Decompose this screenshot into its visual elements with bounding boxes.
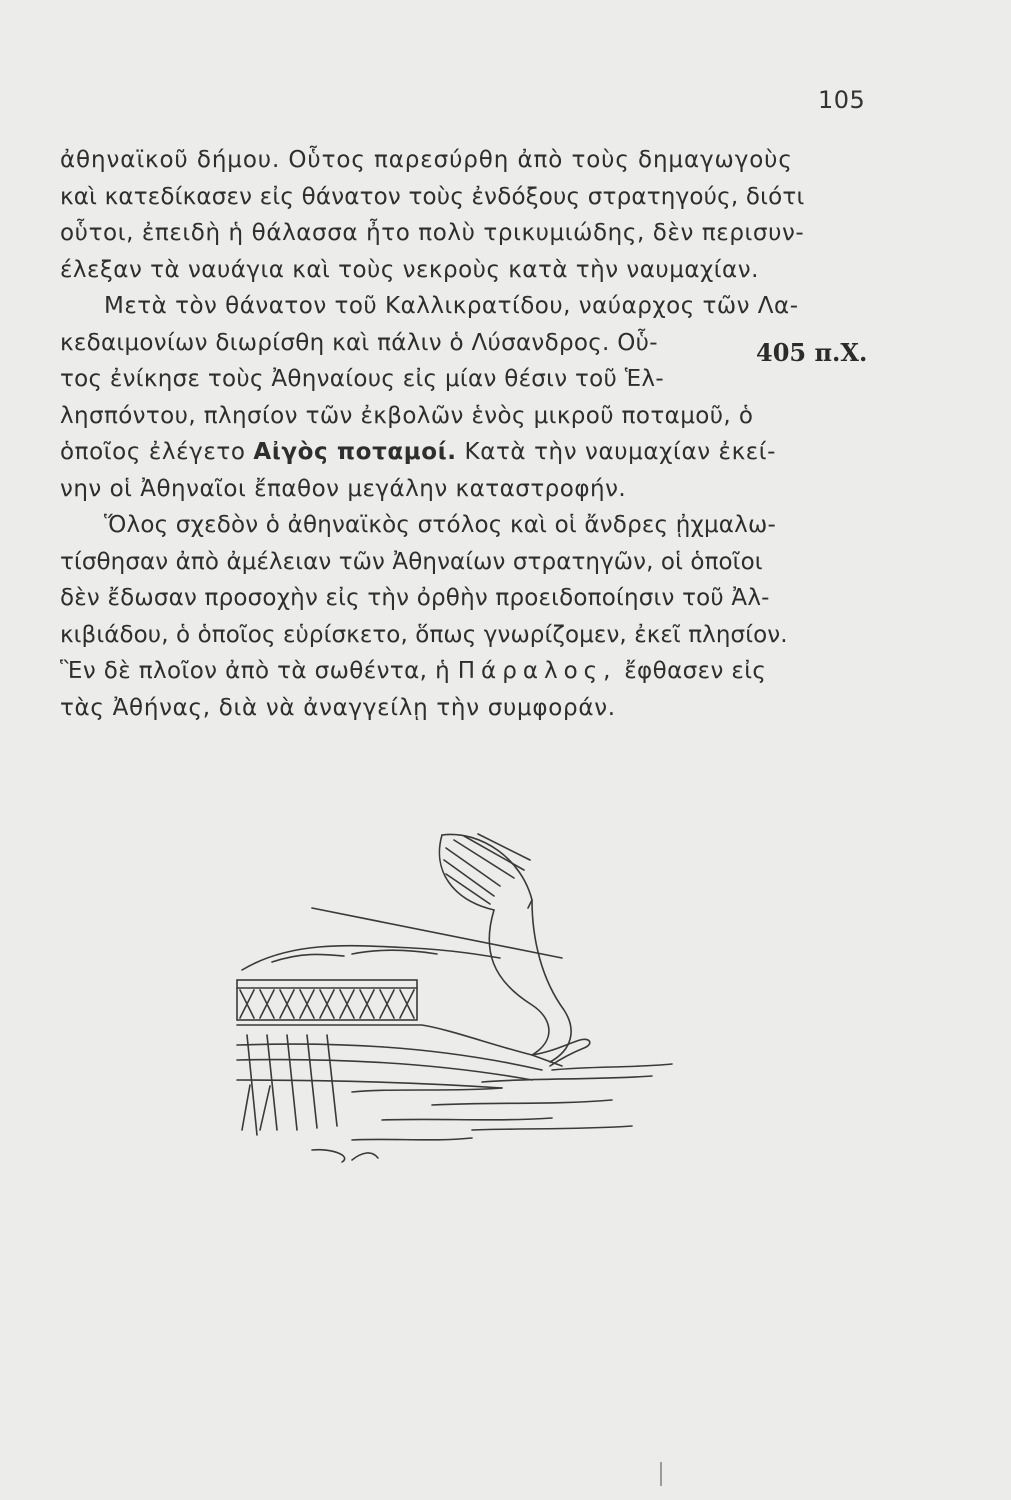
text-line: κιβιάδου, ὁ ὁποῖος εὑρίσκετο, ὅπως γνωρίζομεν, ἐκεῖ πλησίον. xyxy=(60,621,788,648)
text-line xyxy=(60,434,870,471)
stern-fan xyxy=(442,834,532,908)
text-run: Ἓν δὲ πλοῖον ἀπὸ τὰ σωθέντα, ἡ xyxy=(60,658,451,684)
text-line xyxy=(60,653,870,690)
text-run: ἔφθασεν εἰς xyxy=(624,658,767,684)
page-number: 105 xyxy=(818,86,866,114)
text-line: Ὅλος σχεδὸν ὁ ἀθηναϊκὸς στόλος καὶ οἱ ἄνδρες ᾐχμαλω- xyxy=(104,512,776,538)
text-line: τίσθησαν ἀπὸ ἀμέλειαν τῶν Ἀθηναίων στρατηγῶν, οἱ ὁποῖοι xyxy=(60,548,763,575)
text-line: οὗτοι, ἐπειδὴ ἡ θάλασσα ἦτο πολὺ τρικυμιώδης, δὲν περισυν- xyxy=(60,220,805,246)
text-line: κεδαιμονίων διωρίσθη καὶ πάλιν ὁ Λύσανδρος. Οὗ- xyxy=(60,329,658,356)
ship-railing xyxy=(237,980,417,1020)
place-name-aigos-potamoi: Αἰγὸς ποταμοί. xyxy=(253,439,457,465)
text-run: ὁποῖος ἐλέγετο xyxy=(60,439,246,465)
stern-post xyxy=(489,910,549,1055)
ship-ram xyxy=(532,1039,590,1066)
text-line: δὲν ἔδωσαν προσοχὴν εἰς τὴν ὀρθὴν προειδοποίησιν τοῦ Ἀλ- xyxy=(60,585,770,611)
oars xyxy=(247,1035,337,1135)
text-line: Μετὰ τὸν θάνατον τοῦ Καλλικρατίδου, ναύαρχος τῶν Λα- xyxy=(104,293,799,319)
ship-name-paralos: Πάραλος, xyxy=(457,658,617,684)
water-lines xyxy=(352,1064,672,1140)
text-line: τος ἐνίκησε τοὺς Ἀθηναίους εἰς μίαν θέσιν τοῦ Ἑλ- xyxy=(60,366,664,392)
text-line: λησπόντου, πλησίον τῶν ἐκβολῶν ἑνὸς μικροῦ ποταμοῦ, ὁ xyxy=(60,402,754,429)
text-line: έλεξαν τὰ ναυάγια καὶ τοὺς νεκροὺς κατὰ τὴν ναυμαχίαν. xyxy=(60,256,759,283)
text-line: τὰς Ἀθήνας, διὰ νὰ ἀναγγείλῃ τὴν συμφοράν. xyxy=(60,694,616,721)
text-run: Κατὰ τὴν ναυμαχίαν ἐκεί- xyxy=(464,439,777,465)
text-line: νην οἱ Ἀθηναῖοι ἔπαθον μεγάλην καταστροφήν. xyxy=(60,475,627,502)
trireme-illustration xyxy=(232,830,692,1180)
deck-canopy xyxy=(242,946,500,970)
page-mark xyxy=(660,1462,662,1486)
text-line: καὶ κατεδίκασεν εἰς θάνατον τοὺς ἐνδόξους στρατηγούς, διότι xyxy=(60,183,805,210)
text-line: ἀθηναϊκοῦ δήμου. Οὗτος παρεσύρθη ἀπὸ τοὺς δημαγωγοὺς xyxy=(60,147,793,173)
margin-date: 405 π.Χ. xyxy=(756,338,868,367)
body-text xyxy=(60,142,870,726)
